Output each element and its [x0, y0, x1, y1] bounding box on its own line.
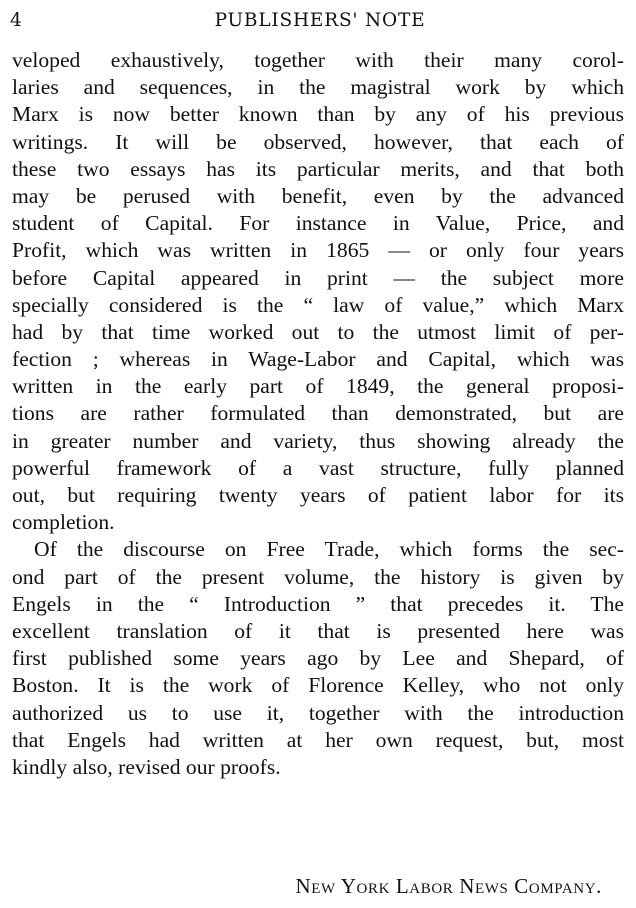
- text-line: authorized us to use it, together with the introduction: [12, 700, 624, 725]
- text-line: may be perused with benefit, even by the advanced: [12, 183, 624, 208]
- paragraph-publishers-note-1: [12, 47, 624, 536]
- text-line: writings. It will be observed, however, that each of: [12, 129, 624, 154]
- text-line: these two essays has its particular merits, and that both: [12, 156, 624, 181]
- text-line: that Engels had written at her own request, but, most: [12, 727, 624, 752]
- running-head: [10, 8, 622, 34]
- text-line: student of Capital. For instance in Value, Price, and: [12, 211, 624, 236]
- text-line: Profit, which was written in 1865 — or only four years: [12, 238, 624, 263]
- text-line: tions are rather formulated than demonstrated, but are: [12, 401, 624, 426]
- text-line: Marx is now better known than by any of his previous: [12, 102, 624, 127]
- text-line: Engels in the “ Introduction ” that precedes it. The: [12, 591, 624, 616]
- text-line: kindly also, revised our proofs.: [12, 754, 281, 779]
- text-line: completion.: [12, 510, 115, 535]
- body-text: [12, 47, 624, 781]
- text-line: Of the discourse on Free Trade, which forms the sec-: [34, 537, 624, 562]
- text-line: Boston. It is the work of Florence Kelley, who not only: [12, 673, 624, 698]
- text-line: powerful framework of a vast structure, fully planned: [12, 455, 624, 480]
- text-line: before Capital appeared in print — the subject more: [12, 265, 624, 290]
- text-line: specially considered is the “ law of value,” which Marx: [12, 292, 624, 317]
- text-line: excellent translation of it that is presented here was: [12, 618, 624, 643]
- text-line: in greater number and variety, thus showing already the: [12, 428, 624, 453]
- text-line: first published some years ago by Lee and Shepard, of: [12, 646, 624, 671]
- page-title: PUBLISHERS' NOTE: [214, 10, 426, 31]
- text-line: ond part of the present volume, the history is given by: [12, 564, 624, 589]
- text-line: veloped exhaustively, together with their many corol-: [12, 48, 624, 72]
- text-line: written in the early part of 1849, the general proposi-: [12, 374, 624, 399]
- text-line: laries and sequences, in the magistral work by which: [12, 75, 624, 100]
- paragraph-publishers-note-2: [12, 536, 624, 781]
- page-number: 4: [10, 10, 22, 31]
- publisher-signature: New York Labor News Company.: [295, 874, 602, 898]
- text-line: fection ; whereas in Wage-Labor and Capital, which was: [12, 347, 624, 372]
- text-line: had by that time worked out to the utmost limit of per-: [12, 319, 624, 344]
- text-line: out, but requiring twenty years of patient labor for its: [12, 483, 624, 507]
